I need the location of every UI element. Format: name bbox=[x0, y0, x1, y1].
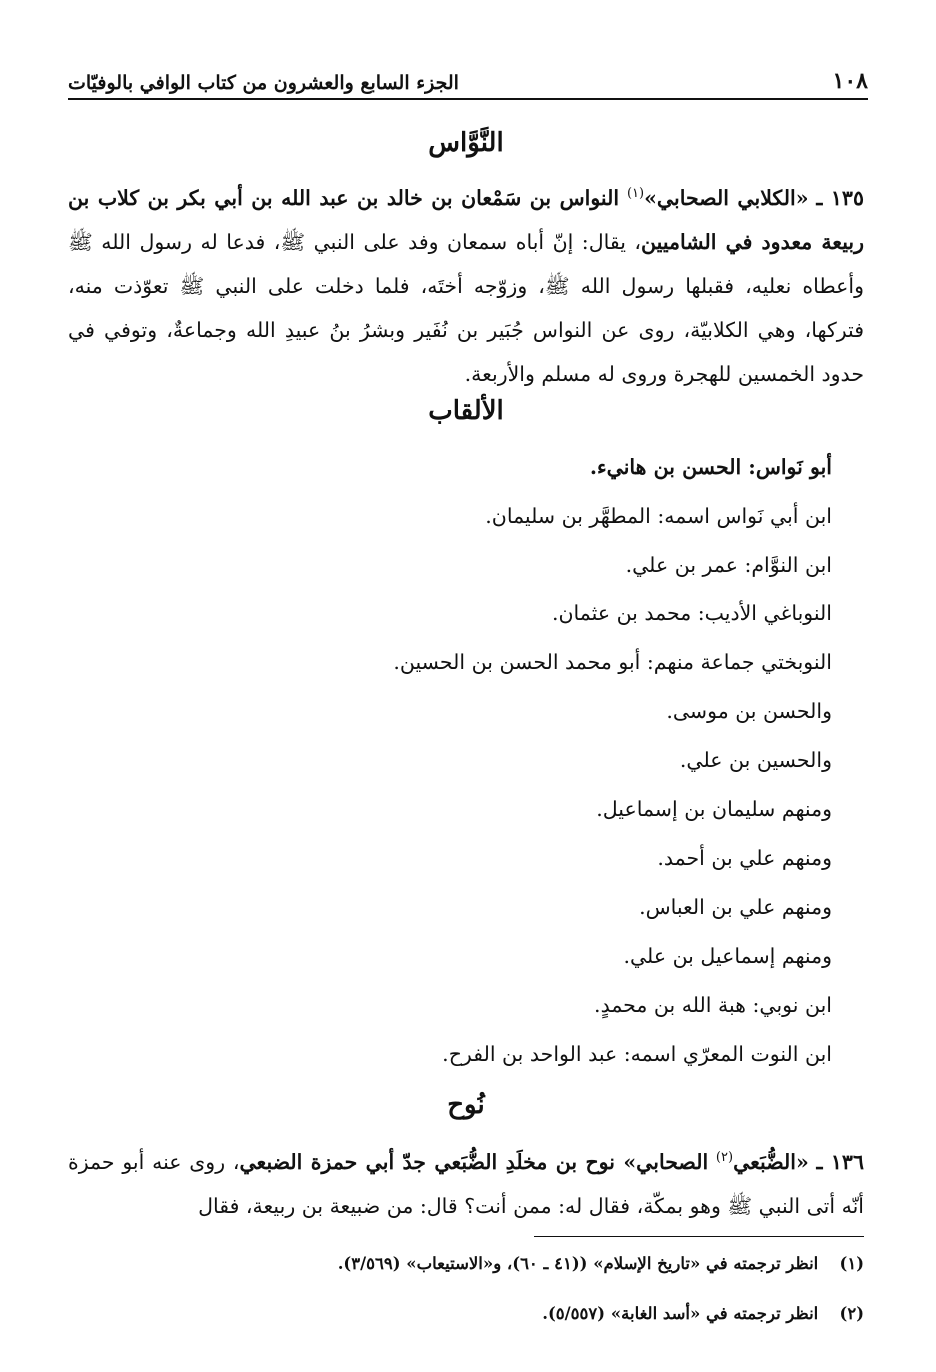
entry-name: الصحابي» نوح بن مخلَدِ الضُّبَعي جدّ أبي حمزة الضبعي bbox=[239, 1149, 709, 1174]
footnote-number: (٢) bbox=[839, 1304, 864, 1323]
footnote-text: انظر ترجمته في «أسد الغابة» (٥/٥٥٧). bbox=[542, 1304, 819, 1323]
list-item: ومنهم علي بن أحمد. bbox=[657, 846, 832, 870]
entry-body: ، يقال: إنّ أباه سمعان وفد على النبي ﷺ، فدعا له رسول الله ﷺ وأعطاه نعليه، فقبلها رسول الله ﷺ، وزوّجه أختَه، فلما دخلت على النبي ﷺ تعوّذت منه، فتركها، وهي الكلابيّة، روى عن النواس جُبَير بن نُفَير وبشرُ بنُ عبيدِ الله وجماعةٌ، وتوفي في حدود الخمسين للهجرة وروى له مسلم والأربعة. bbox=[68, 229, 864, 386]
entry-135 bbox=[68, 172, 864, 396]
list-item: النوباغي الأديب: محمد بن عثمان. bbox=[551, 601, 832, 625]
entry-136 bbox=[68, 1136, 864, 1228]
page-number: ١٠٨ bbox=[832, 68, 868, 94]
list-item: ابن النوت المعرّي اسمه: عبد الواحد بن الفرح. bbox=[442, 1042, 832, 1066]
entry-body: ، روى عنه أبو حمزة أنّه أتى النبي ﷺ وهو بمكّة، فقال له: ممن أنت؟ قال: من ضبيعة بن ربيعة، فقال bbox=[68, 1149, 864, 1218]
footnote-number: (١) bbox=[839, 1254, 864, 1273]
footnote-text: انظر ترجمته في «تاريخ الإسلام» ((٤١ ـ ٦٠)، و«الاستيعاب» (٣/٥٦٩). bbox=[337, 1254, 819, 1273]
footnote-ref: (٢) bbox=[715, 1150, 734, 1165]
section-heading-nuh: نُوح bbox=[447, 1090, 485, 1120]
running-title: الجزء السابع والعشرون من كتاب الوافي بالوفيّات bbox=[68, 72, 459, 94]
list-item: ومنهم إسماعيل بن علي. bbox=[623, 944, 832, 968]
list-item: ابن أبي نَواس اسمه: المطهَّر بن سليمان. bbox=[485, 504, 832, 528]
entry-nisba: «الضُّبَعي bbox=[733, 1149, 809, 1174]
list-item: ابن نوبي: هبة الله بن محمدٍ. bbox=[594, 993, 832, 1017]
list-item: أبو نَواس: الحسن بن هانيء. bbox=[589, 455, 832, 479]
page-header bbox=[68, 60, 868, 100]
list-item: ومنهم علي بن العباس. bbox=[639, 895, 832, 919]
entry-nisba: «الكلابي الصحابي» bbox=[644, 185, 809, 210]
entry-number: ١٣٥ ـ bbox=[816, 185, 864, 210]
list-item: ابن النوَّام: عمر بن علي. bbox=[625, 553, 832, 577]
list-item: ومنهم سليمان بن إسماعيل. bbox=[596, 797, 832, 821]
entry-number: ١٣٦ ـ bbox=[816, 1149, 864, 1174]
section-heading-nawwas: النَّوَّاس bbox=[428, 128, 504, 158]
list-item: والحسين بن علي. bbox=[679, 748, 832, 772]
list-item: والحسن بن موسى. bbox=[666, 699, 832, 723]
footnote-ref: (١) bbox=[626, 186, 645, 201]
footnote-separator bbox=[534, 1236, 864, 1237]
footnote-2 bbox=[68, 1304, 864, 1323]
entry-name: النواس بن سَمْعان بن خالد بن عبد الله بن أبي بكر بن كلاب بن ربيعة معدود في الشاميين bbox=[68, 185, 864, 254]
footnote-1 bbox=[68, 1254, 864, 1273]
section-heading-alqab: الألقاب bbox=[428, 396, 504, 426]
list-item: النوبختي جماعة منهم: أبو محمد الحسن بن الحسين. bbox=[393, 650, 832, 674]
